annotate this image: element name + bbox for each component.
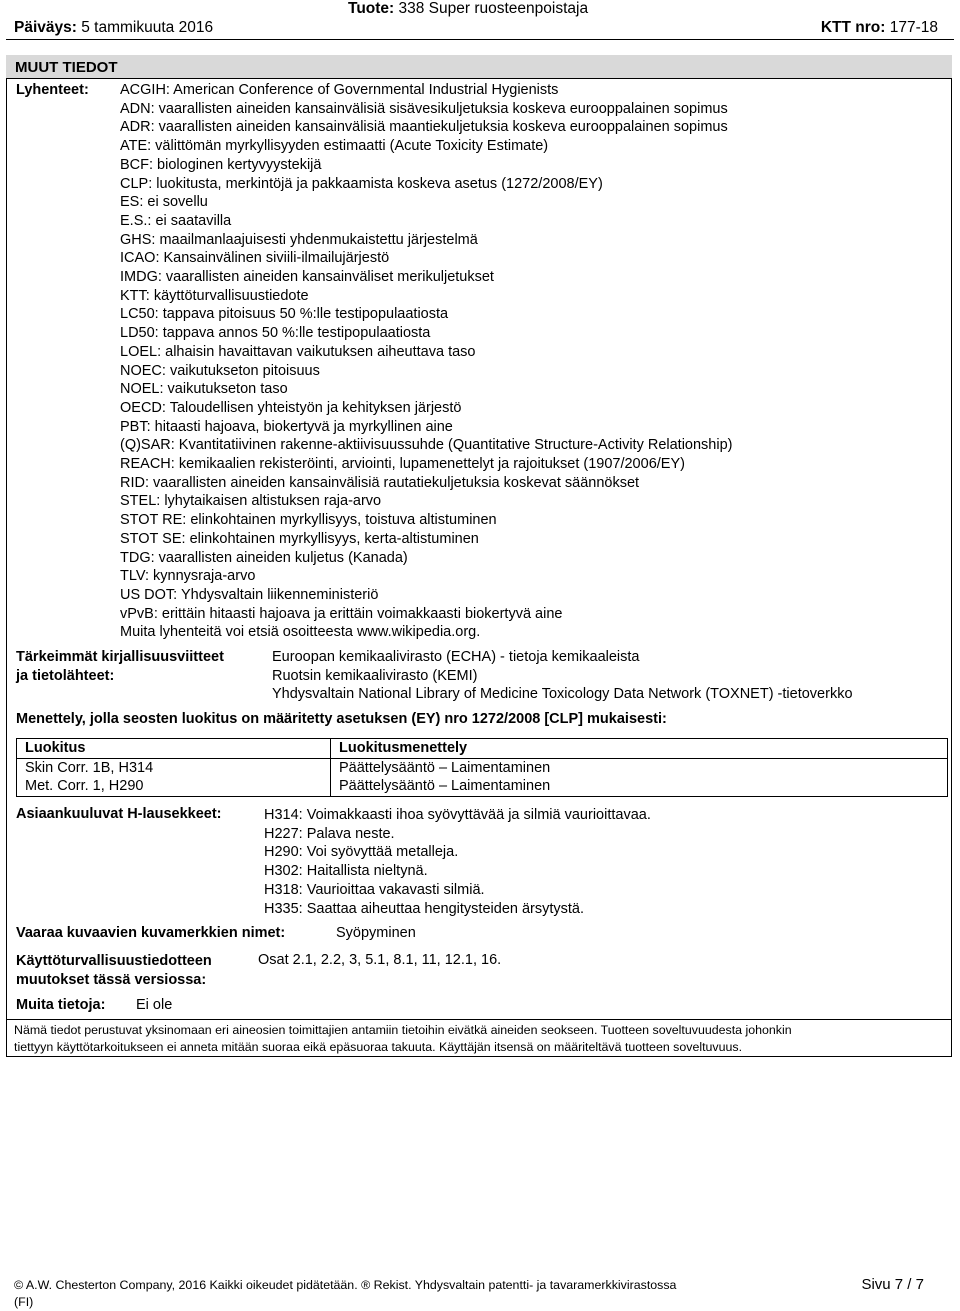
ktt-label: KTT nro: <box>820 19 886 36</box>
h-statement: H227: Palava neste. <box>264 825 395 842</box>
abbreviation-item: ES: ei sovellu <box>120 194 208 211</box>
date-header <box>14 19 213 37</box>
table-cell <box>331 758 948 796</box>
changes-label <box>16 952 212 989</box>
references-list <box>272 648 853 704</box>
abbreviation-item: STOT SE: elinkohtainen myrkyllisyys, kerta-altistuminen <box>120 530 479 547</box>
abbreviation-item: GHS: maailmanlaajuisesti yhdenmukaistettu järjestelmä <box>120 231 478 248</box>
pictograms-value: Syöpyminen <box>336 925 416 941</box>
abbreviation-item: STEL: lyhytaikaisen altistuksen raja-arvo <box>120 493 382 510</box>
abbreviation-item: Muita lyhenteitä voi etsiä osoitteesta www.wikipedia.org. <box>120 624 481 641</box>
pictograms-label: Vaaraa kuvaavien kuvamerkkien nimet: <box>16 925 286 941</box>
abbreviation-item: TLV: kynnysraja-arvo <box>120 568 256 585</box>
copyright-line: © A.W. Chesterton Company, 2016 Kaikki oikeudet pidätetään. ® Rekist. Yhdysvaltain patentti- ja tavaramerkkivirastossa <box>14 1278 677 1292</box>
h-statement: H314: Voimakkaasti ihoa syövyttävää ja silmiä vaurioittavaa. <box>264 807 651 823</box>
product-value: 338 Super ruosteenpoistaja <box>398 0 589 17</box>
abbreviation-item: LD50: tappava annos 50 %:lle testipopulaatiosta <box>120 325 431 342</box>
references-label <box>16 648 256 685</box>
abbreviation-item: IMDG: vaarallisten aineiden kansainväliset merikuljetukset <box>120 269 494 286</box>
h-statement: H290: Voi syövyttää metalleja. <box>264 844 459 861</box>
abbreviation-item: NOEL: vaikutukseton taso <box>120 381 288 398</box>
reference-item: Ruotsin kemikaalivirasto (KEMI) <box>272 667 478 684</box>
abbreviations-list <box>120 81 732 642</box>
abbreviations-label: Lyhenteet: <box>16 82 89 98</box>
abbreviation-item: LC50: tappava pitoisuus 50 %:lle testipopulaatiosta <box>120 306 449 323</box>
references-label-line1: Tärkeimmät kirjallisuusviitteet <box>16 649 224 665</box>
changes-label-line2: muutokset tässä versiossa: <box>16 971 207 988</box>
changes-value: Osat 2.1, 2.2, 3, 5.1, 8.1, 11, 12.1, 16. <box>258 952 502 968</box>
abbreviation-item: ATE: välittömän myrkyllisyyden estimaatti (Acute Toxicity Estimate) <box>120 138 549 155</box>
disclaimer-divider <box>6 1019 952 1020</box>
ktt-value: 177-18 <box>889 19 938 36</box>
abbreviation-item: REACH: kemikaalien rekisteröinti, arviointi, lupamenettelyt ja rajoitukset (1907/2006/EY) <box>120 456 685 473</box>
disclaimer-line: Nämä tiedot perustuvat yksinomaan eri aineosien toimittajien antamiin tietoihin eivätkä aineiden seokseen. Tuotteen soveltuvuudesta johonkin <box>14 1023 792 1037</box>
reference-item: Yhdysvaltain National Library of Medicine Toxicology Data Network (TOXNET) -tietoverkko <box>272 686 853 703</box>
classification-value: Skin Corr. 1B, H314 <box>25 759 154 776</box>
other-info-value: Ei ole <box>136 997 173 1013</box>
table-cell <box>17 758 331 796</box>
abbreviation-item: PBT: hitaasti hajoava, biokertyvä ja myrkyllinen aine <box>120 418 453 435</box>
abbreviation-item: TDG: vaarallisten aineiden kuljetus (Kanada) <box>120 549 408 566</box>
other-info-label: Muita tietoja: <box>16 997 106 1013</box>
abbreviation-item: RID: vaarallisten aineiden kansainvälisiä rautatiekuljetuksia koskevat säännökset <box>120 474 640 491</box>
ktt-header <box>821 19 938 37</box>
h-statement: H302: Haitallista nieltynä. <box>264 863 428 880</box>
table-header-row <box>17 739 948 759</box>
h-statements-list <box>264 806 651 918</box>
classification-value: Met. Corr. 1, H290 <box>25 778 144 795</box>
abbreviation-item: BCF: biologinen kertyvyystekijä <box>120 156 322 173</box>
abbreviation-item: ADR: vaarallisten aineiden kansainvälisiä maantiekuljetuksia koskeva eurooppalainen sopimus <box>120 119 728 136</box>
page-number: Sivu 7 / 7 <box>861 1276 924 1293</box>
h-statements-label: Asiaankuuluvat H-lausekkeet: <box>16 806 222 822</box>
abbreviation-item: E.S.: ei saatavilla <box>120 212 232 229</box>
abbreviation-item: NOEC: vaikutukseton pitoisuus <box>120 362 320 379</box>
abbreviation-item: ICAO: Kansainvälinen siviili-ilmailujärjestö <box>120 250 390 267</box>
abbreviation-item: ADN: vaarallisten aineiden kansainvälisiä sisävesikuljetuksia koskeva eurooppalainen sopimus <box>120 100 728 117</box>
table-row <box>17 758 948 796</box>
abbreviation-item: STOT RE: elinkohtainen myrkyllisyys, toistuva altistuminen <box>120 512 497 529</box>
classification-table <box>16 738 948 797</box>
h-statement: H335: Saattaa aiheuttaa hengitysteiden ärsytystä. <box>264 900 585 917</box>
references-label-line2: ja tietolähteet: <box>16 667 115 684</box>
abbreviation-item: CLP: luokitusta, merkintöjä ja pakkaamista koskeva asetus (1272/2008/EY) <box>120 175 603 192</box>
date-value: 5 tammikuuta 2016 <box>81 19 214 36</box>
changes-label-line1: Käyttöturvallisuustiedotteen <box>16 953 212 969</box>
procedure-value: Päättelysääntö – Laimentaminen <box>339 778 551 795</box>
date-label: Päiväys: <box>14 19 77 36</box>
section-title: MUUT TIEDOT <box>15 59 118 76</box>
copyright-line: (FI) <box>14 1294 34 1309</box>
section-title-bar <box>6 55 952 79</box>
abbreviation-item: LOEL: alhaisin havaittavan vaikutuksen aiheuttava taso <box>120 343 476 360</box>
h-statement: H318: Vaurioittaa vakavasti silmiä. <box>264 881 485 898</box>
header-divider <box>6 39 954 40</box>
disclaimer-line: tiettyyn käyttötarkoitukseen ei anneta mitään suoraa eikä epäsuoraa takuuta. Käyttäjän itsensä on määriteltävä tuotteen soveltuvuus. <box>14 1039 743 1054</box>
abbreviation-item: US DOT: Yhdysvaltain liikenneministeriö <box>120 586 379 603</box>
table-header-cell: Luokitus <box>17 739 331 759</box>
abbreviation-item: OECD: Taloudellisen yhteistyön ja kehityksen järjestö <box>120 399 462 416</box>
footer-copyright <box>14 1277 676 1310</box>
product-header <box>348 0 588 18</box>
disclaimer <box>14 1022 944 1055</box>
table-header-cell: Luokitusmenettely <box>331 739 948 759</box>
procedure-value: Päättelysääntö – Laimentaminen <box>339 759 551 776</box>
abbreviation-item: KTT: käyttöturvallisuustiedote <box>120 287 309 304</box>
product-label: Tuote: <box>348 0 395 17</box>
abbreviation-item: vPvB: erittäin hitaasti hajoava ja erittäin voimakkaasti biokertyvä aine <box>120 605 563 622</box>
abbreviation-item: (Q)SAR: Kvantitatiivinen rakenne-aktiivisuussuhde (Quantitative Structure-Activity Relationship) <box>120 437 733 454</box>
abbreviation-item: ACGIH: American Conference of Governmental Industrial Hygienists <box>120 82 559 98</box>
reference-item: Euroopan kemikaalivirasto (ECHA) - tietoja kemikaaleista <box>272 649 640 665</box>
method-heading: Menettely, jolla seosten luokitus on määritetty asetuksen (EY) nro 1272/2008 [CLP] mukaisesti: <box>16 711 667 727</box>
